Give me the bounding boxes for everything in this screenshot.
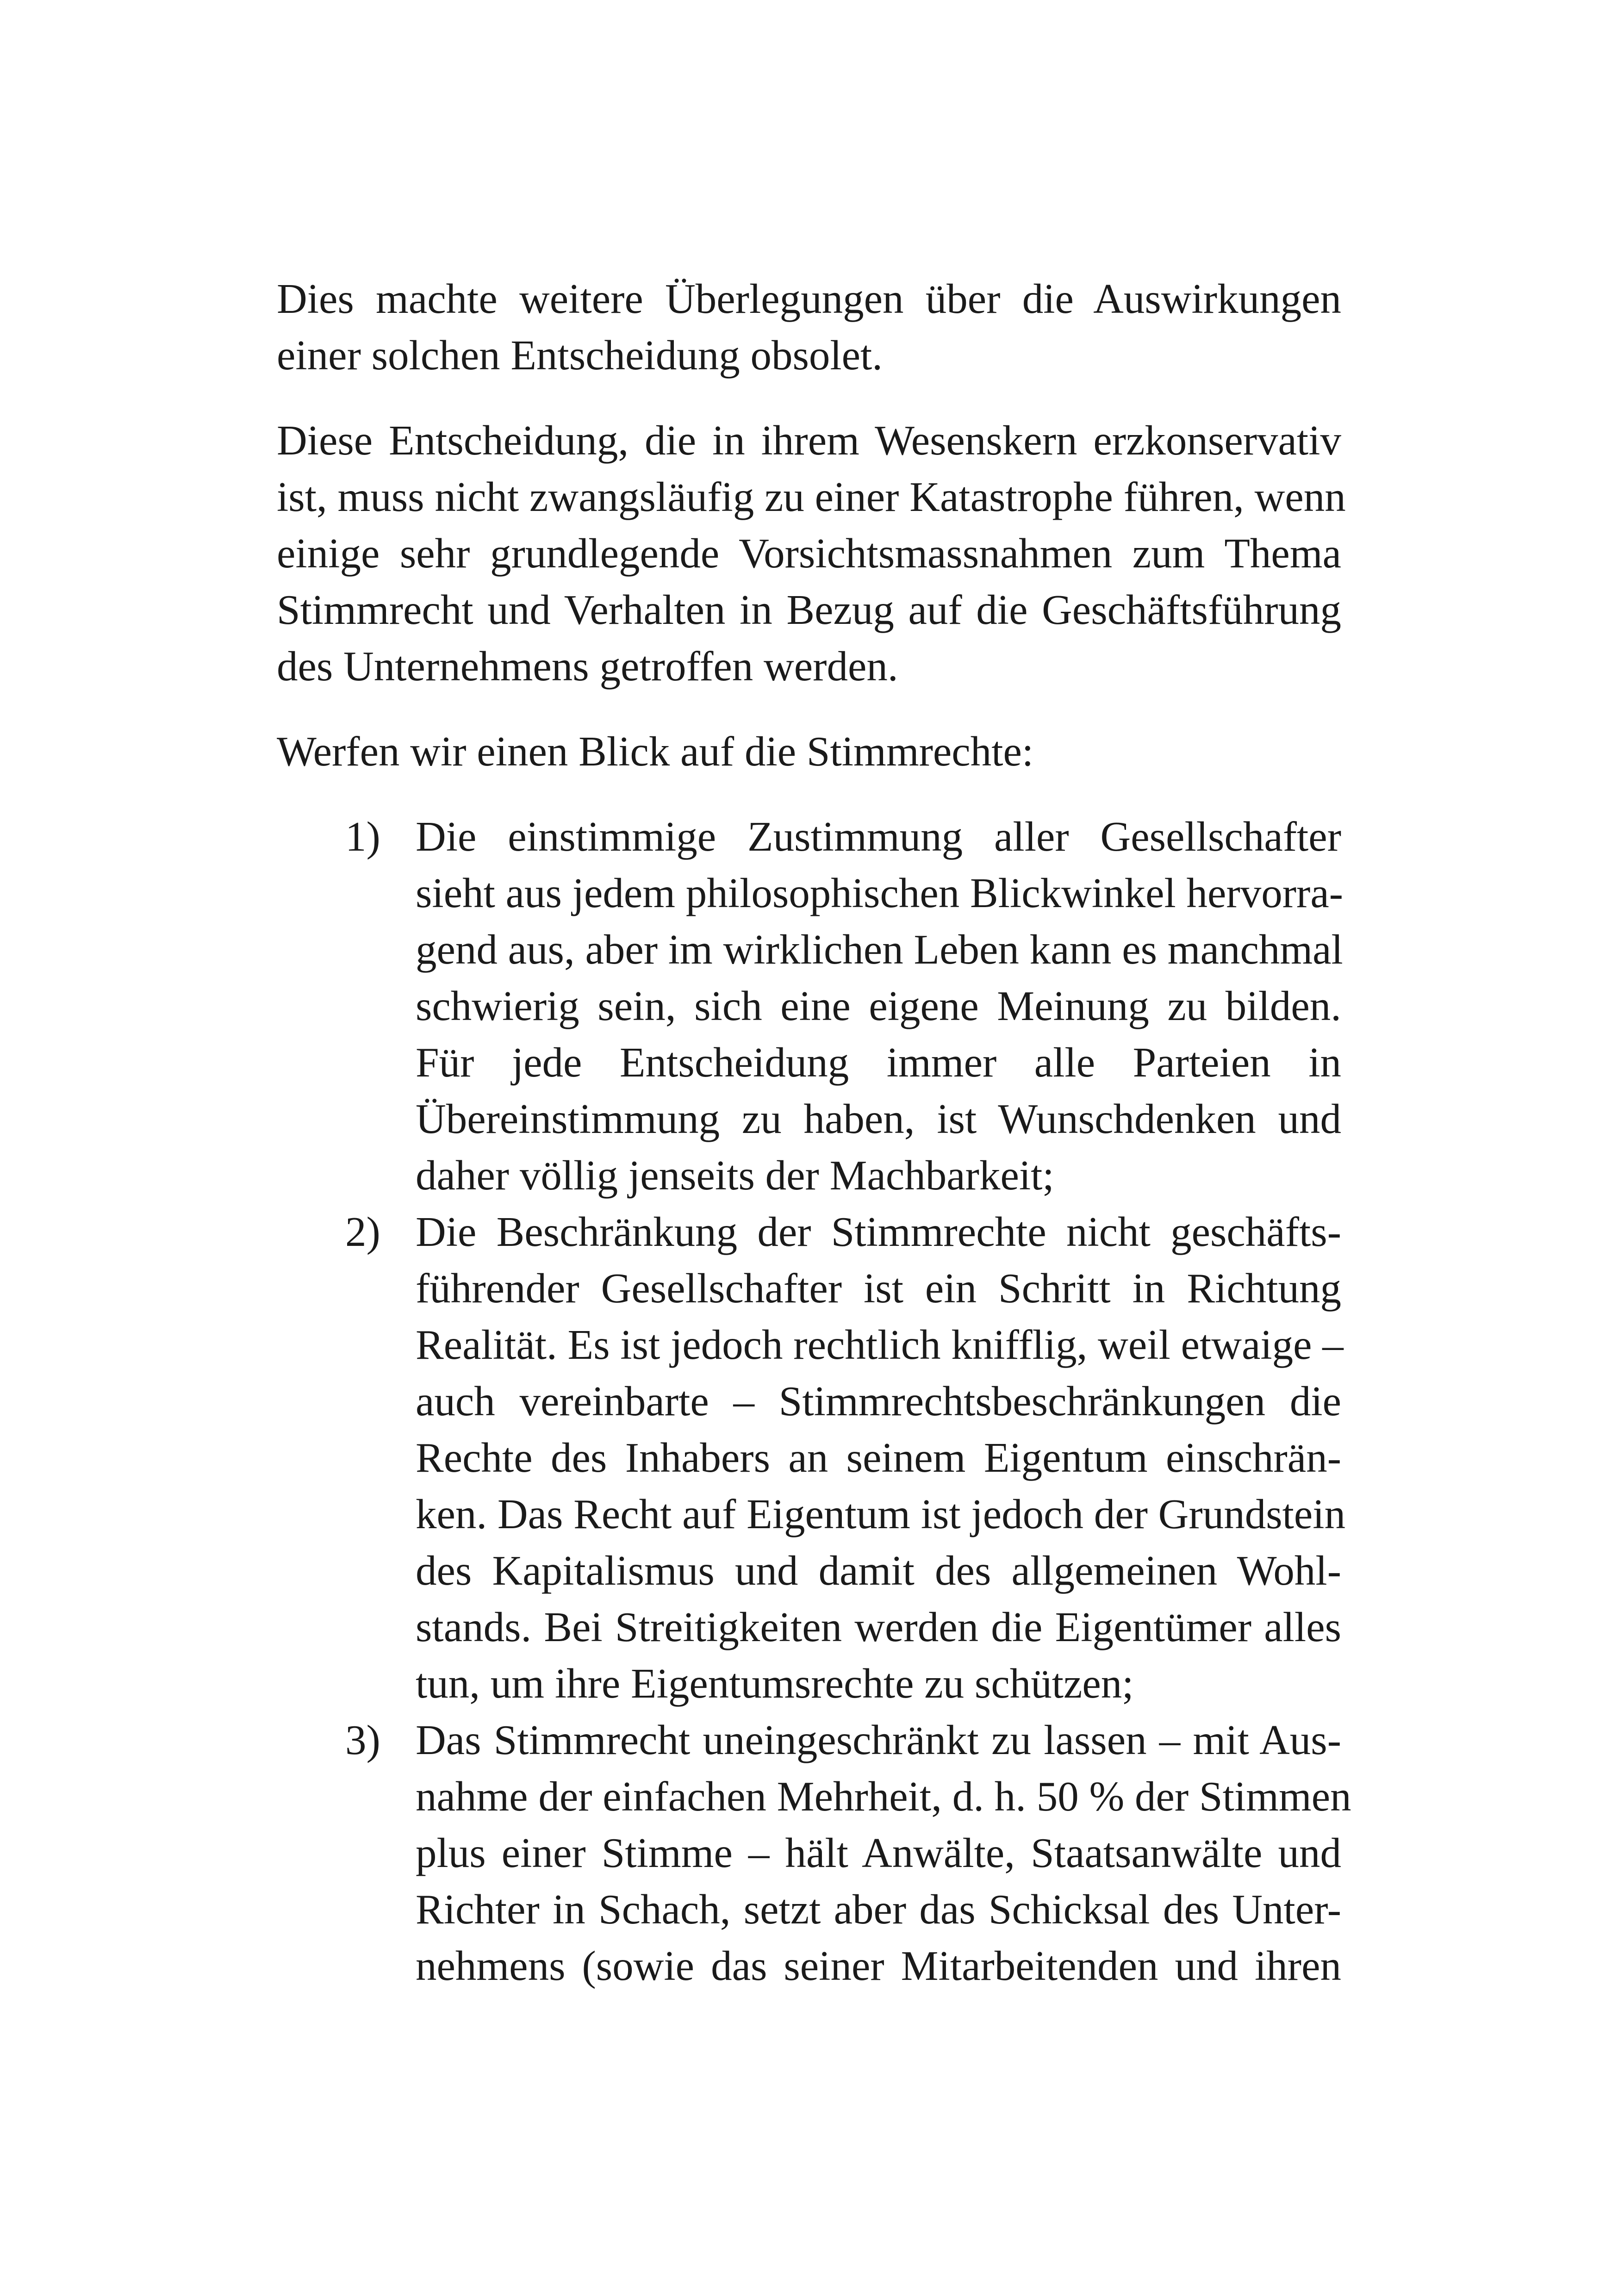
text-line: Dies machte weitere Überlegungen über die Auswirkungen (277, 275, 1341, 322)
list-item-2 (277, 1204, 1346, 1712)
text-line: auch vereinbarte – Stimmrechtsbeschränkungen die (416, 1378, 1341, 1425)
text-line: Übereinstimmung zu haben, ist Wunschdenken und (416, 1095, 1341, 1142)
list-number: 2) (345, 1208, 380, 1255)
text-line: gend aus, aber im wirklichen Leben kann es manchmal (416, 926, 1343, 973)
list-item-text (416, 809, 1344, 1204)
text-line: Richter in Schach, setzt aber das Schicksal des Unter- (416, 1886, 1341, 1933)
text-line: stands. Bei Streitigkeiten werden die Eigentümer alles (416, 1604, 1341, 1650)
list-item-text (416, 1204, 1346, 1712)
text-line: nehmens (sowie das seiner Mitarbeitenden und ihren (416, 1942, 1341, 1989)
text-line: des Kapitalismus und damit des allgemeinen Wohl- (416, 1547, 1341, 1594)
text-line: einige sehr grundlegende Vorsichtsmassnahmen zum Thema (277, 530, 1341, 577)
text-line: führender Gesellschafter ist ein Schritt in Richtung (416, 1265, 1341, 1312)
paragraph-gap (277, 780, 1341, 809)
paragraph-gap (277, 384, 1341, 412)
text-line: Diese Entscheidung, die in ihrem Wesenskern erzkonservativ (277, 417, 1341, 464)
list-item-text (416, 1712, 1351, 1994)
document-page (277, 271, 1351, 1994)
text-line: daher völlig jenseits der Machbarkeit; (416, 1152, 1054, 1199)
text-line: Die Beschränkung der Stimmrechte nicht geschäfts- (416, 1208, 1341, 1255)
text-line: Rechte des Inhabers an seinem Eigentum einschrän- (416, 1434, 1341, 1481)
text-line: Für jede Entscheidung immer alle Parteien in (416, 1039, 1341, 1086)
list-item-1 (277, 809, 1344, 1204)
text-line: nahme der einfachen Mehrheit, d. h. 50 % der Stimmen (416, 1773, 1351, 1820)
text-line: einer solchen Entscheidung obsolet. (277, 332, 883, 379)
list-number: 1) (345, 813, 380, 860)
text-line: ist, muss nicht zwangsläufig zu einer Katastrophe führen, wenn (277, 473, 1346, 520)
paragraph-3 (277, 723, 1341, 780)
list-item-3 (277, 1712, 1351, 1994)
paragraph-1 (277, 271, 1341, 384)
text-line: Werfen wir einen Blick auf die Stimmrechte: (277, 728, 1034, 775)
paragraph-2 (277, 412, 1346, 695)
text-line: sieht aus jedem philosophischen Blickwinkel hervorra- (416, 870, 1344, 916)
text-line: Realität. Es ist jedoch rechtlich knifflig, weil etwaige – (416, 1321, 1344, 1368)
text-line: Das Stimmrecht uneingeschränkt zu lassen – mit Aus- (416, 1717, 1341, 1763)
text-line: des Unternehmens getroffen werden. (277, 643, 898, 690)
text-line: plus einer Stimme – hält Anwälte, Staatsanwälte und (416, 1829, 1341, 1876)
text-line: tun, um ihre Eigentumsrechte zu schützen; (416, 1660, 1134, 1707)
text-line: schwierig sein, sich eine eigene Meinung zu bilden. (416, 983, 1341, 1029)
text-line: Die einstimmige Zustimmung aller Gesellschafter (416, 813, 1341, 860)
paragraph-gap (277, 695, 1341, 723)
text-line: ken. Das Recht auf Eigentum ist jedoch der Grundstein (416, 1491, 1346, 1537)
list-number: 3) (345, 1717, 380, 1763)
text-line: Stimmrecht und Verhalten in Bezug auf die Geschäftsführung (277, 586, 1341, 633)
numbered-list (277, 809, 1351, 1994)
